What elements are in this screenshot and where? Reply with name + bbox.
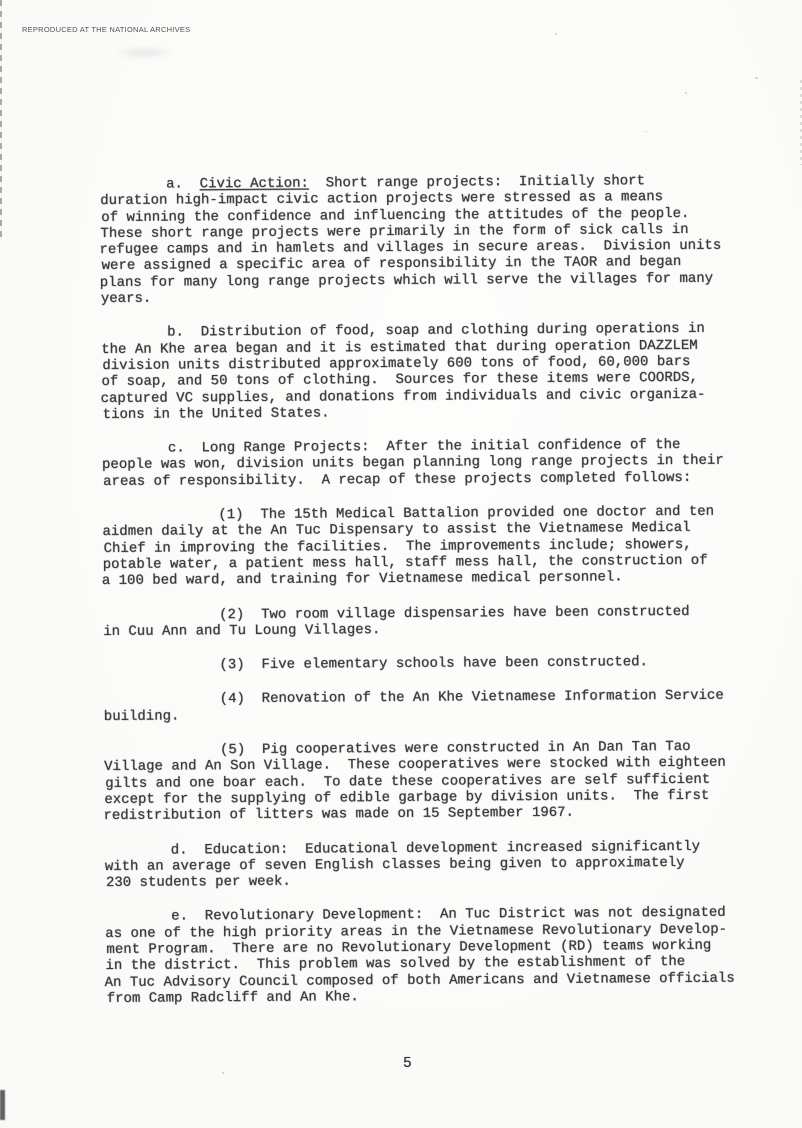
text-line: (2) Two room village dispensaries have been constructed bbox=[219, 603, 690, 623]
scan-speck bbox=[755, 77, 758, 79]
scan-smudge bbox=[112, 46, 176, 59]
text-line: 230 students per week. bbox=[105, 873, 291, 892]
paragraph-c-long-range-projects bbox=[101, 437, 749, 490]
paragraph-heading: Civic Action: bbox=[199, 175, 309, 193]
national-archives-stamp: REPRODUCED AT THE NATIONAL ARCHIVES bbox=[22, 25, 191, 34]
text-line: plans for many long range projects which will serve the villages for many bbox=[99, 270, 714, 291]
text-line: tions in the United States. bbox=[102, 405, 330, 423]
text-line: were assigned a specific area of responsibility in the TAOR and began bbox=[101, 254, 682, 275]
list-item-2-dispensaries bbox=[102, 603, 750, 640]
text-line: (4) Renovation of the An Khe Vietnamese Information Service bbox=[219, 688, 724, 708]
text-line: These short range projects were primarily in the form of sick calls in bbox=[100, 221, 689, 242]
scan-artifact-corner-mark bbox=[0, 1090, 5, 1120]
text-line: from Camp Radcliff and An Khe. bbox=[106, 989, 359, 1007]
text-line: of soap, and 50 tons of clothing. Sources for these items were COORDS, bbox=[101, 370, 698, 391]
text-line: redistribution of litters was made on 15 September 1967. bbox=[103, 804, 574, 825]
text-line: the An Khe area began and it is estimated that during operation DAZZLEM bbox=[101, 337, 698, 358]
text-line: in Cuu Ann and Tu Loung Villages. bbox=[103, 621, 381, 640]
page-number: 5 bbox=[403, 1056, 412, 1072]
paragraph-b-distribution bbox=[100, 321, 749, 423]
text-line: people was won, division units began planning long range projects in their bbox=[101, 453, 724, 474]
text-line: areas of responsibility. A recap of these projects completed follows: bbox=[103, 469, 692, 490]
scan-speck bbox=[645, 131, 647, 132]
text-line: refugee camps and in hamlets and villages in secure areas. Division units bbox=[99, 237, 722, 259]
paragraph-a-civic-action bbox=[99, 172, 748, 307]
text-line: captured VC supplies, and donations from individuals and civic organiza- bbox=[100, 386, 706, 407]
text-line: e. Revolutionary Development: An Tuc District was not designated bbox=[171, 905, 726, 925]
text-line: (1) The 15th Medical Battalion provided one doctor and ten bbox=[218, 503, 715, 524]
text-line: aidmen daily at the An Tuc Dispensary to assist the Vietnamese Medical bbox=[102, 520, 691, 541]
text-line: as one of the high priority areas in the Vietnamese Revolutionary Develop- bbox=[105, 921, 728, 942]
text-line: except for the supplying of edible garbage by division units. The first bbox=[104, 787, 710, 808]
text-line: gilts and one boar each. To date these cooperatives are self sufficient bbox=[105, 771, 711, 792]
text-line: ment Program. There are no Revolutionary Development (RD) teams working bbox=[106, 937, 712, 958]
text-line: Village and An Son Village. These cooperatives were stocked with eighteen bbox=[104, 754, 726, 776]
text-line: with an average of seven English classes being given to approximately bbox=[104, 854, 685, 875]
text-line: potable water, a patient mess hall, staff mess hall, the construction of bbox=[102, 552, 708, 573]
text-line-rest: Short range projects: Initially short bbox=[308, 173, 645, 192]
text-line: a 100 bed ward, and training for Vietnamese medical personnel. bbox=[101, 569, 623, 590]
list-item-4-information-service bbox=[103, 688, 751, 725]
text-line: building. bbox=[103, 708, 180, 725]
text-line: (5) Pig cooperatives were constructed in An Dan Tan Tao bbox=[219, 738, 691, 759]
text-line: c. Long Range Projects: After the initial confidence of the bbox=[167, 437, 681, 457]
paragraph-d-education bbox=[104, 838, 752, 891]
text-line: in the district. This problem was solved by the establishment of the bbox=[105, 954, 686, 975]
text-line: division units distributed approximately 600 tons of food, 60,000 bars bbox=[102, 353, 691, 374]
text-line: of winning the confidence and influencing the attitudes of the people. bbox=[101, 205, 690, 226]
list-item-5-pig-cooperatives bbox=[103, 738, 752, 824]
scan-speck bbox=[555, 33, 557, 35]
paragraph-label: a. bbox=[165, 176, 200, 193]
text-line: An Tuc Advisory Council composed of both Americans and Vietnamese officials bbox=[104, 970, 735, 991]
scan-speck bbox=[685, 92, 687, 94]
scan-artifact-left-edge bbox=[0, 0, 2, 240]
list-item-3-schools bbox=[102, 654, 750, 675]
text-line: (3) Five elementary schools have been constructed. bbox=[219, 654, 648, 674]
scan-speck bbox=[222, 1072, 224, 1074]
paragraph-e-revolutionary-development bbox=[104, 905, 753, 1007]
text-line: Chief in improving the facilities. The improvements include; showers, bbox=[103, 536, 692, 557]
text-line: years. bbox=[100, 290, 152, 308]
text-line: b. Distribution of food, soap and clothing during operations in bbox=[167, 321, 705, 341]
typewritten-body bbox=[99, 172, 753, 1025]
list-item-1-medical-battalion bbox=[101, 504, 750, 590]
text-line: duration high-impact civic action projects were stressed as a means bbox=[100, 189, 664, 210]
text-line: d. Education: Educational development increased significantly bbox=[170, 838, 701, 859]
